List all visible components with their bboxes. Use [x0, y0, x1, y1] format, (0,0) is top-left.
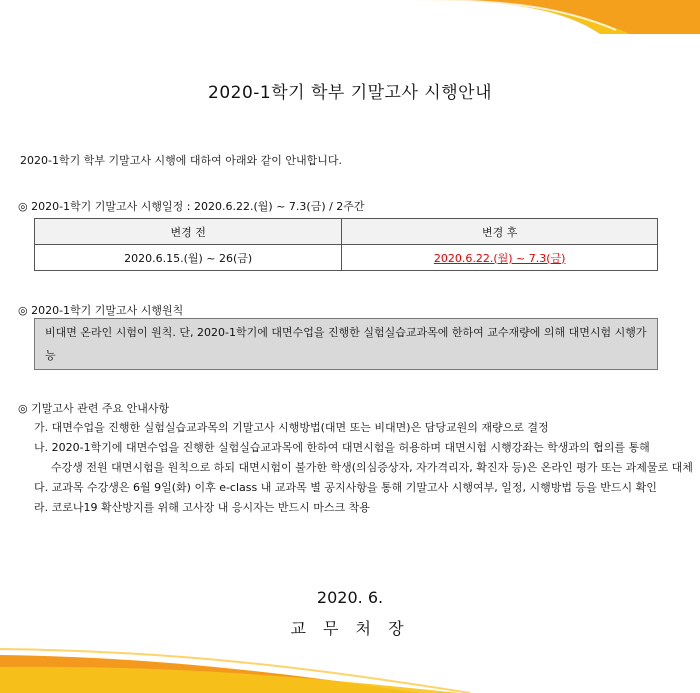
issue-date: 2020. 6.: [316, 588, 384, 607]
list-item: 나. 2020-1학기에 대면수업을 진행한 실험실습교과목에 한하여 대면시험을 허용하며 대면시험 시행강좌는 학생과의 협의를 통해: [34, 441, 650, 454]
table-row: [35, 245, 658, 271]
after-value: 2020.6.22.(월) ~ 7.3(금): [433, 251, 566, 265]
before-value: 2020.6.15.(월) ~ 26(금): [124, 251, 253, 265]
top-swoosh-decoration: [380, 0, 700, 34]
principle-box: 비대면 온라인 시험이 원칙. 단, 2020-1학기에 대면수업을 진행한 실험실습교과목에 한하여 교수재량에 의해 대면시험 시행가능: [34, 318, 658, 370]
notice-heading: ◎ 기말고사 관련 주요 안내사항: [18, 402, 170, 415]
intro-text: 2020-1학기 학부 기말고사 시행에 대하여 아래와 같이 안내합니다.: [20, 154, 342, 167]
table-header-row: [35, 219, 658, 245]
col-after-header: 변경 후: [342, 219, 658, 245]
schedule-heading: ◎ 2020-1학기 기말고사 시행일정 : 2020.6.22.(월) ~ 7.3(금) / 2주간: [18, 200, 365, 213]
principle-heading: ◎ 2020-1학기 기말고사 시행원칙: [18, 304, 184, 317]
list-item: 가. 대면수업을 진행한 실험실습교과목의 기말고사 시행방법(대면 또는 비대면)은 담당교원의 재량으로 결정: [34, 421, 549, 434]
page-title: 2020-1학기 학부 기말고사 시행안내: [208, 83, 492, 103]
list-item: 수강생 전원 대면시험을 원칙으로 하되 대면시험이 불가한 학생(의심증상자, 자가격리자, 확진자 등)은 온라인 평가 또는 과제물로 대체: [51, 461, 693, 474]
bottom-swoosh-decoration: [0, 645, 700, 693]
col-before-header: 변경 전: [35, 219, 342, 245]
schedule-table: [34, 218, 658, 271]
list-item: 다. 교과목 수강생은 6월 9일(화) 이후 e-class 내 교과목 별 공지사항을 통해 기말고사 시행여부, 일정, 시행방법 등을 반드시 확인: [34, 481, 657, 494]
issuing-office: 교 무 처 장: [290, 619, 410, 638]
notice-list: [34, 418, 693, 518]
after-value-cell: [342, 245, 658, 271]
before-value-cell: [35, 245, 342, 271]
list-item: 라. 코로나19 확산방지를 위해 고사장 내 응시자는 반드시 마스크 착용: [34, 501, 370, 514]
